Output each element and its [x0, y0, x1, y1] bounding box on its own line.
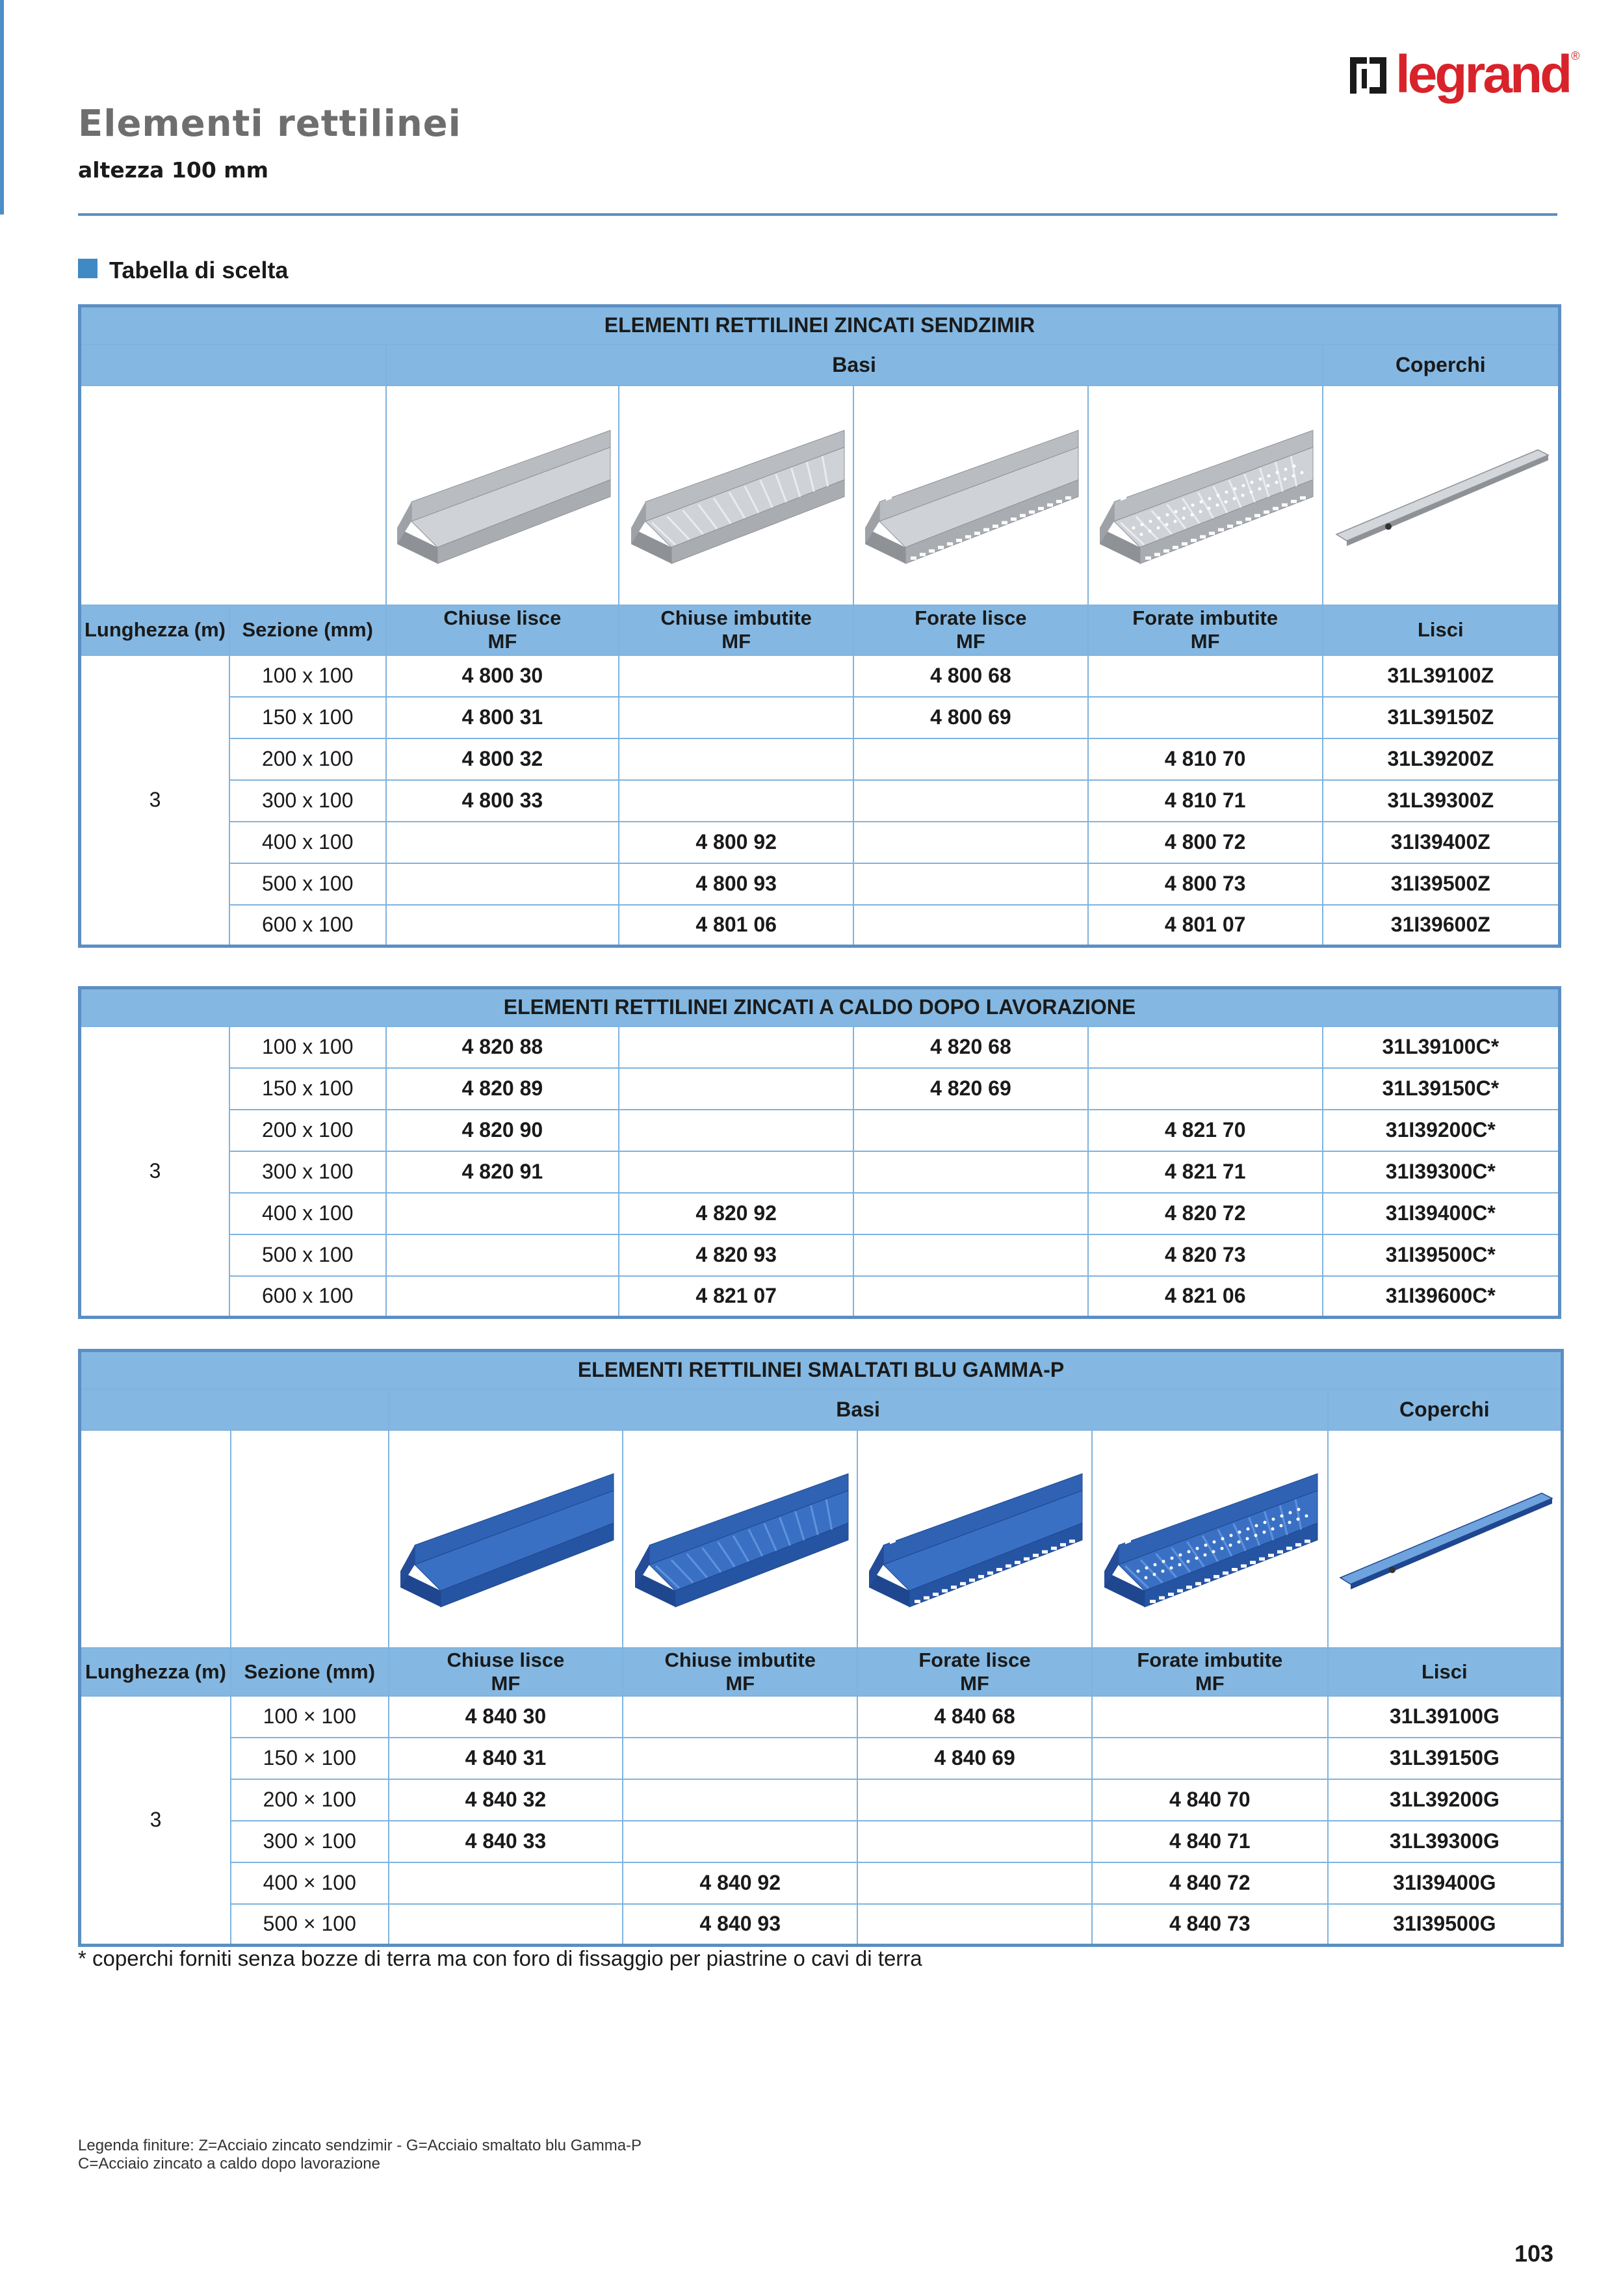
- code-chiuse-lisce: [389, 1862, 623, 1904]
- section-cell: 100 x 100: [229, 655, 386, 697]
- code-chiuse-lisce: [386, 1276, 619, 1318]
- code-forate-lisce: [853, 863, 1088, 905]
- footnote: * coperchi forniti senza bozze di terra ma con foro di fissaggio per piastrine o cavi di terra: [78, 1946, 922, 1970]
- code-forate-lisce: [857, 1779, 1092, 1821]
- edge-strip: [0, 0, 4, 215]
- table-row: [80, 905, 1560, 946]
- col-sublabel: MF: [956, 630, 985, 653]
- code-chiuse-lisce: 4 800 31: [386, 697, 619, 738]
- length-cell: 3: [80, 1696, 231, 1946]
- code-lisci: 31I39400Z: [1323, 822, 1560, 863]
- col-chiuse-lisce: [389, 1648, 623, 1696]
- product-image-forate-lisce: [857, 1430, 1092, 1648]
- code-chiuse-imbutite: [623, 1821, 857, 1862]
- product-image-coperchio: [1328, 1430, 1563, 1648]
- legend-line: C=Acciaio zincato a caldo dopo lavorazione: [78, 2155, 380, 2172]
- code-forate-imbutite: 4 800 73: [1088, 863, 1323, 905]
- code-lisci: 31L39200Z: [1323, 738, 1560, 780]
- table-row: [80, 1193, 1560, 1234]
- col-section: Sezione (mm): [229, 605, 386, 655]
- section-cell: 600 x 100: [229, 1276, 386, 1318]
- section-cell: 100 x 100: [229, 1026, 386, 1068]
- table-row: [80, 1026, 1560, 1068]
- tray-forate-imbutite-icon: [1095, 424, 1316, 567]
- product-image-forate-imbutite: [1092, 1430, 1328, 1648]
- code-chiuse-imbutite: 4 801 06: [619, 905, 853, 946]
- page-number: 103: [1514, 2240, 1554, 2267]
- table-row: [80, 780, 1560, 822]
- tray-chiuse-lisce-icon: [392, 424, 613, 567]
- coperchi-header: Coperchi: [1323, 345, 1560, 385]
- code-forate-lisce: 4 800 68: [853, 655, 1088, 697]
- length-cell: 3: [80, 1026, 230, 1318]
- code-chiuse-imbutite: 4 820 92: [619, 1193, 853, 1234]
- code-lisci: 31L39300Z: [1323, 780, 1560, 822]
- blank-image-cell: [80, 1430, 231, 1648]
- blank-cell: [80, 1389, 389, 1430]
- code-lisci: 31L39100Z: [1323, 655, 1560, 697]
- code-chiuse-lisce: [386, 863, 619, 905]
- code-forate-imbutite: [1092, 1696, 1328, 1738]
- col-forate-imbutite: [1092, 1648, 1328, 1696]
- code-chiuse-lisce: 4 840 30: [389, 1696, 623, 1738]
- code-forate-imbutite: 4 820 72: [1088, 1193, 1323, 1234]
- code-chiuse-imbutite: 4 820 93: [619, 1234, 853, 1276]
- col-sublabel: MF: [487, 630, 517, 653]
- code-forate-imbutite: [1088, 1026, 1323, 1068]
- product-image-forate-lisce: [853, 385, 1088, 605]
- table-row: [80, 1738, 1563, 1779]
- code-forate-imbutite: 4 840 72: [1092, 1862, 1328, 1904]
- code-lisci: 31L39150C*: [1323, 1068, 1560, 1110]
- table-row: [80, 1110, 1560, 1151]
- section-cell: 300 × 100: [231, 1821, 389, 1862]
- code-lisci: 31L39100C*: [1323, 1026, 1560, 1068]
- code-forate-imbutite: 4 801 07: [1088, 905, 1323, 946]
- product-image-forate-imbutite: [1088, 385, 1323, 605]
- tray-forate-imbutite-icon: [1099, 1467, 1320, 1610]
- code-forate-lisce: 4 820 68: [853, 1026, 1088, 1068]
- tray-chiuse-imbutite-icon: [630, 1467, 851, 1610]
- blank-cell: [80, 345, 386, 385]
- table-row: [80, 822, 1560, 863]
- col-sublabel: MF: [721, 630, 751, 653]
- code-forate-lisce: [853, 822, 1088, 863]
- header-divider: [78, 213, 1557, 216]
- section-cell: 150 x 100: [229, 697, 386, 738]
- col-length: Lunghezza (m): [80, 605, 229, 655]
- section-cell: 500 x 100: [229, 1234, 386, 1276]
- code-chiuse-lisce: [386, 905, 619, 946]
- table-sendzimir: [78, 304, 1561, 948]
- col-sublabel: MF: [960, 1671, 989, 1695]
- cover-icon: [1330, 424, 1551, 567]
- tray-forate-lisce-icon: [864, 1467, 1085, 1610]
- code-chiuse-lisce: 4 840 32: [389, 1779, 623, 1821]
- code-chiuse-imbutite: [619, 697, 853, 738]
- col-sublabel: MF: [1195, 1671, 1225, 1695]
- code-chiuse-imbutite: [619, 655, 853, 697]
- code-chiuse-imbutite: [619, 1110, 853, 1151]
- col-sublabel: MF: [725, 1671, 755, 1695]
- code-lisci: 31I39500C*: [1323, 1234, 1560, 1276]
- table-row: [80, 1779, 1563, 1821]
- col-length: Lunghezza (m): [80, 1648, 231, 1696]
- col-label: Forate imbutite: [1137, 1648, 1283, 1671]
- code-lisci: 31L39150Z: [1323, 697, 1560, 738]
- code-forate-lisce: [857, 1862, 1092, 1904]
- code-forate-lisce: [857, 1904, 1092, 1946]
- tray-chiuse-lisce-icon: [395, 1467, 616, 1610]
- code-chiuse-lisce: [386, 1234, 619, 1276]
- legrand-logo: [1347, 45, 1580, 104]
- code-forate-imbutite: 4 840 71: [1092, 1821, 1328, 1862]
- code-forate-lisce: [853, 1234, 1088, 1276]
- section-cell: 100 × 100: [231, 1696, 389, 1738]
- code-lisci: 31I39500Z: [1323, 863, 1560, 905]
- table-row: [80, 697, 1560, 738]
- cover-icon: [1334, 1467, 1555, 1610]
- code-forate-imbutite: 4 800 72: [1088, 822, 1323, 863]
- product-image-chiuse-lisce: [386, 385, 619, 605]
- code-chiuse-lisce: [386, 1193, 619, 1234]
- code-chiuse-imbutite: 4 840 92: [623, 1862, 857, 1904]
- code-chiuse-lisce: 4 840 33: [389, 1821, 623, 1862]
- table-row: [80, 1821, 1563, 1862]
- legend-line: Legenda finiture: Z=Acciaio zincato sendzimir - G=Acciaio smaltato blu Gamma-P: [78, 2137, 642, 2154]
- code-lisci: 31I39500G: [1328, 1904, 1563, 1946]
- col-label: Chiuse lisce: [447, 1648, 565, 1671]
- table-row: [80, 655, 1560, 697]
- code-forate-imbutite: 4 810 70: [1088, 738, 1323, 780]
- table-row: [80, 1151, 1560, 1193]
- code-forate-imbutite: 4 821 71: [1088, 1151, 1323, 1193]
- code-chiuse-lisce: 4 820 89: [386, 1068, 619, 1110]
- code-chiuse-imbutite: 4 800 93: [619, 863, 853, 905]
- code-forate-lisce: [853, 1110, 1088, 1151]
- section-cell: 600 x 100: [229, 905, 386, 946]
- table-title: ELEMENTI RETTILINEI ZINCATI A CALDO DOPO LAVORAZIONE: [80, 988, 1560, 1026]
- product-image-chiuse-lisce: [389, 1430, 623, 1648]
- col-forate-imbutite: [1088, 605, 1323, 655]
- section-cell: 300 x 100: [229, 1151, 386, 1193]
- section-cell: 150 × 100: [231, 1738, 389, 1779]
- section-cell: 150 x 100: [229, 1068, 386, 1110]
- brand-name: legrand: [1396, 45, 1570, 104]
- finish-legend: [78, 2137, 642, 2173]
- code-chiuse-lisce: [389, 1904, 623, 1946]
- code-lisci: 31I39200C*: [1323, 1110, 1560, 1151]
- table-gamma-p: [78, 1349, 1564, 1947]
- table-row: [80, 863, 1560, 905]
- code-lisci: 31I39600C*: [1323, 1276, 1560, 1318]
- col-label: Forate imbutite: [1132, 607, 1279, 629]
- col-chiuse-imbutite: [623, 1648, 857, 1696]
- product-image-chiuse-imbutite: [619, 385, 853, 605]
- code-lisci: 31L39200G: [1328, 1779, 1563, 1821]
- section-cell: 400 x 100: [229, 1193, 386, 1234]
- code-lisci: 31I39400G: [1328, 1862, 1563, 1904]
- code-forate-imbutite: 4 820 73: [1088, 1234, 1323, 1276]
- table-row: [80, 1904, 1563, 1946]
- code-lisci: 31I39400C*: [1323, 1193, 1560, 1234]
- section-cell: 300 x 100: [229, 780, 386, 822]
- page-subtitle: altezza 100 mm: [78, 157, 269, 183]
- blank-image-cell: [80, 385, 386, 605]
- section-cell: 500 × 100: [231, 1904, 389, 1946]
- code-forate-imbutite: [1092, 1738, 1328, 1779]
- code-chiuse-lisce: 4 820 91: [386, 1151, 619, 1193]
- code-chiuse-imbutite: [623, 1696, 857, 1738]
- code-lisci: 31I39600Z: [1323, 905, 1560, 946]
- code-lisci: 31L39150G: [1328, 1738, 1563, 1779]
- table-caldo: [78, 986, 1561, 1319]
- code-forate-lisce: [853, 1193, 1088, 1234]
- code-forate-imbutite: 4 840 73: [1092, 1904, 1328, 1946]
- code-chiuse-imbutite: [623, 1779, 857, 1821]
- section-cell: 200 × 100: [231, 1779, 389, 1821]
- product-image-coperchio: [1323, 385, 1560, 605]
- code-forate-lisce: [857, 1821, 1092, 1862]
- basi-header: Basi: [389, 1389, 1328, 1430]
- code-forate-lisce: [853, 1151, 1088, 1193]
- col-sublabel: MF: [1190, 630, 1220, 653]
- code-forate-lisce: [853, 905, 1088, 946]
- col-sublabel: MF: [491, 1671, 521, 1695]
- code-chiuse-imbutite: [619, 1026, 853, 1068]
- col-lisci: Lisci: [1323, 605, 1560, 655]
- col-label: Chiuse imbutite: [664, 1648, 816, 1671]
- length-cell: 3: [80, 655, 229, 946]
- code-forate-lisce: [853, 738, 1088, 780]
- code-chiuse-lisce: 4 800 30: [386, 655, 619, 697]
- col-chiuse-imbutite: [619, 605, 853, 655]
- code-forate-lisce: 4 840 68: [857, 1696, 1092, 1738]
- table-row: [80, 1276, 1560, 1318]
- code-forate-imbutite: 4 821 06: [1088, 1276, 1323, 1318]
- code-chiuse-imbutite: [619, 780, 853, 822]
- code-forate-imbutite: 4 821 70: [1088, 1110, 1323, 1151]
- product-image-chiuse-imbutite: [623, 1430, 857, 1648]
- code-forate-imbutite: 4 840 70: [1092, 1779, 1328, 1821]
- code-lisci: 31L39300G: [1328, 1821, 1563, 1862]
- code-forate-lisce: 4 800 69: [853, 697, 1088, 738]
- code-forate-imbutite: [1088, 697, 1323, 738]
- section-title: Tabella di scelta: [109, 257, 289, 283]
- section-cell: 400 x 100: [229, 822, 386, 863]
- code-lisci: 31I39300C*: [1323, 1151, 1560, 1193]
- code-chiuse-imbutite: [619, 738, 853, 780]
- section-cell: 400 × 100: [231, 1862, 389, 1904]
- code-chiuse-imbutite: [623, 1738, 857, 1779]
- col-label: Forate lisce: [915, 607, 1027, 629]
- code-forate-lisce: [853, 1276, 1088, 1318]
- table-row: [80, 1862, 1563, 1904]
- code-forate-imbutite: [1088, 1068, 1323, 1110]
- table-row: [80, 1234, 1560, 1276]
- code-chiuse-lisce: 4 820 90: [386, 1110, 619, 1151]
- code-chiuse-imbutite: 4 840 93: [623, 1904, 857, 1946]
- tray-forate-lisce-icon: [860, 424, 1081, 567]
- section-bullet: [78, 259, 97, 278]
- code-chiuse-imbutite: [619, 1068, 853, 1110]
- registered-mark: ®: [1571, 49, 1580, 62]
- code-chiuse-lisce: 4 840 31: [389, 1738, 623, 1779]
- col-label: Forate lisce: [918, 1648, 1031, 1671]
- code-chiuse-lisce: [386, 822, 619, 863]
- tray-chiuse-imbutite-icon: [626, 424, 847, 567]
- section-cell: 200 x 100: [229, 1110, 386, 1151]
- col-chiuse-lisce: [386, 605, 619, 655]
- col-forate-lisce: [853, 605, 1088, 655]
- col-section: Sezione (mm): [231, 1648, 389, 1696]
- code-chiuse-imbutite: 4 800 92: [619, 822, 853, 863]
- code-chiuse-lisce: 4 800 33: [386, 780, 619, 822]
- blank-image-cell: [231, 1430, 389, 1648]
- page-title: Elementi rettilinei: [78, 103, 461, 145]
- coperchi-header: Coperchi: [1328, 1389, 1563, 1430]
- table-row: [80, 738, 1560, 780]
- section-cell: 500 x 100: [229, 863, 386, 905]
- legrand-mark-icon: [1347, 55, 1389, 96]
- col-label: Chiuse imbutite: [660, 607, 812, 629]
- code-chiuse-imbutite: [619, 1151, 853, 1193]
- col-forate-lisce: [857, 1648, 1092, 1696]
- table-title: ELEMENTI RETTILINEI SMALTATI BLU GAMMA-P: [80, 1351, 1563, 1389]
- code-forate-imbutite: 4 810 71: [1088, 780, 1323, 822]
- basi-header: Basi: [386, 345, 1323, 385]
- code-chiuse-lisce: 4 820 88: [386, 1026, 619, 1068]
- col-lisci: Lisci: [1328, 1648, 1563, 1696]
- code-forate-lisce: [853, 780, 1088, 822]
- table-row: [80, 1068, 1560, 1110]
- table-row: [80, 1696, 1563, 1738]
- code-lisci: 31L39100G: [1328, 1696, 1563, 1738]
- table-title: ELEMENTI RETTILINEI ZINCATI SENDZIMIR: [80, 306, 1560, 345]
- col-label: Chiuse lisce: [443, 607, 562, 629]
- code-forate-lisce: 4 820 69: [853, 1068, 1088, 1110]
- code-forate-lisce: 4 840 69: [857, 1738, 1092, 1779]
- section-cell: 200 x 100: [229, 738, 386, 780]
- code-forate-imbutite: [1088, 655, 1323, 697]
- code-chiuse-lisce: 4 800 32: [386, 738, 619, 780]
- code-chiuse-imbutite: 4 821 07: [619, 1276, 853, 1318]
